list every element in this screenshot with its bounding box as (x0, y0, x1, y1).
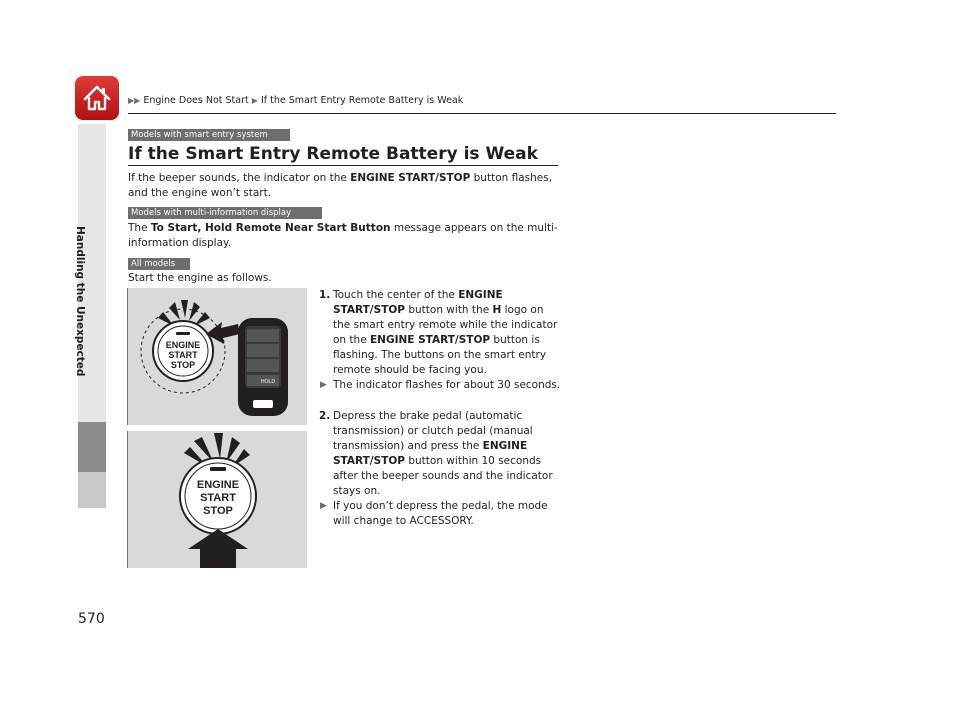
tag-multi-info: Models with multi-information display (128, 207, 322, 219)
steps-list (319, 288, 564, 529)
start-button-label-engine: ENGINE (196, 479, 240, 491)
breadcrumb-current: If the Smart Entry Remote Battery is Weak (260, 95, 464, 106)
home-button[interactable] (75, 76, 119, 120)
note-arrow-icon: ▶ (320, 501, 327, 511)
step-2-note (319, 499, 564, 529)
step-1: 1. Touch the center of the ENGINE START/STOP button with the H logo on the smart entry remote while the indicator on the ENGINE START/STOP button is flashing. The buttons on the smart entry remote should be facing you. (319, 289, 558, 376)
press-arrow-icon (188, 529, 248, 568)
start-button-label-stop: STOP (203, 505, 233, 517)
key-fob-hold-label: HOLD (261, 379, 275, 385)
breadcrumb-arrow-icon: ▶ (251, 96, 258, 105)
breadcrumb-arrow-icon: ▶▶ (128, 96, 141, 105)
note-arrow-icon: ▶ (320, 380, 327, 390)
illustration-press-button (127, 431, 307, 568)
step-2-note-text: If you don’t depress the pedal, the mode will change to ACCESSORY. (333, 500, 548, 527)
page-number: 570 (78, 611, 105, 627)
start-text: Start the engine as follows. (128, 272, 272, 284)
breadcrumb (128, 95, 463, 106)
chapter-label: Handling the Unexpected (74, 226, 86, 377)
start-button-label-stop: STOP (170, 360, 196, 370)
title-divider (128, 165, 558, 166)
tag-all-models: All models (128, 258, 190, 270)
smart-key-fob-icon (238, 318, 288, 416)
chapter-tab-active[interactable] (78, 422, 106, 472)
section-title: If the Smart Entry Remote Battery is Weak (128, 144, 538, 164)
intro-paragraph: If the beeper sounds, the indicator on the ENGINE START/STOP button flashes, and the engine won’t start. (128, 172, 553, 199)
start-button-label-engine: ENGINE (165, 340, 201, 350)
start-button-label-start: START (200, 492, 236, 504)
header-divider (128, 113, 836, 114)
home-icon (81, 82, 113, 114)
tag-smart-entry: Models with smart entry system (128, 129, 290, 141)
chapter-tab[interactable] (78, 472, 106, 508)
step-2: 2. Depress the brake pedal (automatic transmission) or clutch pedal (manual transmission) and press the ENGINE START/STOP button within 10 seconds after the beeper sounds and the indicator stays on. (319, 410, 553, 497)
message-paragraph: The To Start, Hold Remote Near Start Button message appears on the multi-information display. (128, 222, 558, 249)
illustration-remote-touch (127, 288, 307, 425)
step-1-note-text: The indicator flashes for about 30 seconds. (333, 379, 561, 391)
start-button-label-start: START (168, 350, 198, 360)
step-1-note (319, 378, 564, 393)
breadcrumb-link-engine[interactable]: Engine Does Not Start (143, 95, 249, 106)
